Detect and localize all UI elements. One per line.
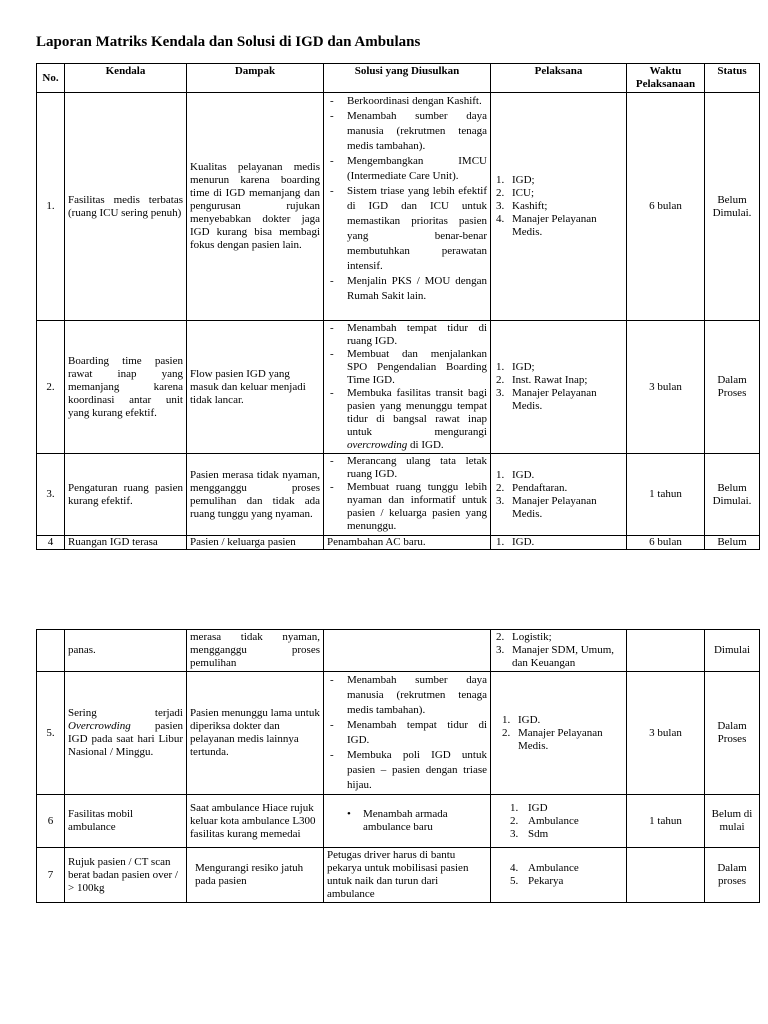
list-item: 1. IGD. bbox=[496, 468, 535, 481]
pelaksana-cell bbox=[491, 630, 627, 672]
kendala-cell: panas. bbox=[65, 630, 187, 672]
row-number: 2. bbox=[37, 321, 65, 454]
dampak-cell: Pasien menunggu lama untuk diperiksa dokter dan pelayanan medis lainnya tertunda. bbox=[187, 672, 324, 795]
list-item: - Membuka poli IGD untuk pasien – pasien dengan triase hijau. bbox=[327, 748, 487, 793]
waktu-cell: 1 tahun bbox=[627, 795, 705, 848]
pelaksana-cell bbox=[491, 454, 627, 536]
list-item: 3. Manajer Pelayanan Medis. bbox=[496, 387, 597, 412]
list-item: - Membuat dan menjalankan SPO Pengendalian Boarding Time IGD. bbox=[327, 348, 487, 387]
list-item: 2. Logistik; bbox=[496, 631, 552, 643]
list-item: - Menambah tempat tidur di ruang IGD. bbox=[327, 322, 487, 348]
dampak-cell: Pasien merasa tidak nyaman, mengganggu proses pemulihan dan tidak ada ruang tunggu yang nyaman. bbox=[187, 454, 324, 536]
table-row bbox=[37, 536, 760, 550]
pelaksana-cell bbox=[491, 672, 627, 795]
pelaksana-cell bbox=[491, 321, 627, 454]
list-item: - Mengembangkan IMCU (Intermediate Care Unit). bbox=[327, 154, 487, 184]
list-item: - Menjalin PKS / MOU dengan Rumah Sakit lain. bbox=[327, 274, 487, 304]
row-number: 5. bbox=[37, 672, 65, 795]
table-row bbox=[37, 321, 760, 454]
list-item: 1. IGD. bbox=[502, 713, 541, 726]
list-item: - Menambah sumber daya manusia (rekrutmen tenaga medis tambahan). bbox=[327, 109, 487, 154]
kendala-cell: Fasilitas medis terbatas (ruang ICU sering penuh) bbox=[65, 93, 187, 321]
waktu-cell: 6 bulan bbox=[627, 536, 705, 550]
table-row bbox=[37, 795, 760, 848]
header-solusi: Solusi yang Diusulkan bbox=[324, 64, 491, 93]
status-cell: Dalam proses bbox=[705, 848, 760, 903]
solusi-cell bbox=[324, 454, 491, 536]
waktu-cell bbox=[627, 630, 705, 672]
row-number: 4 bbox=[37, 536, 65, 550]
header-kendala: Kendala bbox=[65, 64, 187, 93]
kendala-cell: Boarding time pasien rawat inap yang memanjang karena koordinasi antar unit yang kurang efektif. bbox=[65, 321, 187, 454]
list-item: 1. IGD; bbox=[496, 361, 535, 373]
matrix-table-page-1 bbox=[36, 63, 760, 550]
table-row bbox=[37, 630, 760, 672]
kendala-cell: Fasilitas mobil ambulance bbox=[65, 795, 187, 848]
kendala-cell: Sering terjadi Overcrowding pasien IGD pada saat hari Libur Nasional / Minggu. bbox=[65, 672, 187, 795]
dampak-cell: Kualitas pelayanan medis menurun karena boarding time di IGD memanjang dan pengurusan rujukan menyebabkan dokter jaga IGD kurang bisa membagi fokus dengan pasien lain. bbox=[187, 93, 324, 321]
waktu-cell: 3 bulan bbox=[627, 321, 705, 454]
solusi-cell bbox=[324, 795, 491, 848]
waktu-cell: 3 bulan bbox=[627, 672, 705, 795]
solusi-cell bbox=[324, 321, 491, 454]
list-item: - Sistem triase yang lebih efektif di IGD dan ICU untuk memastikan prioritas pasien yang benar-benar membutuhkan perawatan intensif. bbox=[327, 184, 487, 274]
solusi-cell bbox=[324, 672, 491, 795]
row-number bbox=[37, 630, 65, 672]
status-cell: Dimulai bbox=[705, 630, 760, 672]
status-cell: Belum Dimulai. bbox=[705, 93, 760, 321]
list-item: - Membuka fasilitas transit bagi pasien yang menunggu tempat tidur di bangsal rawat inap untuk mengurangi overcrowding di IGD. bbox=[327, 387, 487, 452]
waktu-cell: 1 tahun bbox=[627, 454, 705, 536]
waktu-cell bbox=[627, 848, 705, 903]
list-item: - Menambah tempat tidur di IGD. bbox=[327, 718, 487, 748]
table-row bbox=[37, 93, 760, 321]
list-item: 3. Manajer Pelayanan Medis. bbox=[496, 494, 597, 520]
header-waktu: Waktu Pelaksanaan bbox=[627, 64, 705, 93]
header-dampak: Dampak bbox=[187, 64, 324, 93]
dampak-cell: Saat ambulance Hiace rujuk keluar kota ambulance L300 fasilitas kurang memedai bbox=[187, 795, 324, 848]
pelaksana-cell bbox=[491, 848, 627, 903]
kendala-cell: Rujuk pasien / CT scan berat badan pasien over / > 100kg bbox=[65, 848, 187, 903]
header-status: Status bbox=[705, 64, 760, 93]
solusi-cell bbox=[324, 630, 491, 672]
list-item: 2. Manajer Pelayanan Medis. bbox=[502, 726, 603, 752]
pelaksana-cell bbox=[491, 536, 627, 550]
status-cell: Dalam Proses bbox=[705, 672, 760, 795]
list-item: 1. IGD; bbox=[496, 174, 535, 186]
list-item: - Membuat ruang tunggu lebih nyaman dan informatif untuk pasien / keluarga pasien yang menunggu. bbox=[327, 481, 487, 533]
pelaksana-cell bbox=[491, 93, 627, 321]
matrix-table-page-2 bbox=[36, 629, 760, 903]
list-item: 2. Ambulance bbox=[510, 814, 579, 827]
status-cell: Belum di mulai bbox=[705, 795, 760, 848]
row-number: 3. bbox=[37, 454, 65, 536]
dampak-cell: Mengurangi resiko jatuh pada pasien bbox=[187, 848, 324, 903]
status-cell: Dalam Proses bbox=[705, 321, 760, 454]
list-item: 5. Pekarya bbox=[510, 875, 564, 887]
table-row bbox=[37, 454, 760, 536]
list-item: 1. IGD bbox=[510, 801, 548, 814]
dampak-cell: Pasien / keluarga pasien bbox=[187, 536, 324, 550]
dampak-cell: Flow pasien IGD yang masuk dan keluar menjadi tidak lancar. bbox=[187, 321, 324, 454]
list-item: 4. Manajer Pelayanan Medis. bbox=[496, 213, 597, 238]
list-item: 1. IGD. bbox=[496, 536, 535, 548]
list-item: 3. Sdm bbox=[510, 827, 549, 840]
pelaksana-cell bbox=[491, 795, 627, 848]
header-no: No. bbox=[37, 64, 65, 93]
solusi-cell: Penambahan AC baru. bbox=[324, 536, 491, 550]
solusi-cell: Petugas driver harus di bantu pekarya untuk mobilisasi pasien untuk naik dan turun dari ambulance bbox=[324, 848, 491, 903]
kendala-cell: Pengaturan ruang pasien kurang efektif. bbox=[65, 454, 187, 536]
waktu-cell: 6 bulan bbox=[627, 93, 705, 321]
list-item: 3. Kashift; bbox=[496, 200, 548, 212]
solusi-cell bbox=[324, 93, 491, 321]
list-item: 4. Ambulance bbox=[510, 862, 579, 874]
row-number: 6 bbox=[37, 795, 65, 848]
dampak-cell: merasa tidak nyaman, mengganggu proses pemulihan bbox=[187, 630, 324, 672]
table-header-row bbox=[37, 64, 760, 93]
status-cell: Belum Dimulai. bbox=[705, 454, 760, 536]
status-cell: Belum bbox=[705, 536, 760, 550]
row-number: 7 bbox=[37, 848, 65, 903]
list-item: 3. Manajer SDM, Umum, dan Keuangan bbox=[496, 644, 615, 669]
table-row bbox=[37, 848, 760, 903]
list-item: - Menambah sumber daya manusia (rekrutmen tenaga medis tambahan). bbox=[327, 673, 487, 718]
kendala-cell: Ruangan IGD terasa bbox=[65, 536, 187, 550]
page-title: Laporan Matriks Kendala dan Solusi di IGD dan Ambulans bbox=[36, 34, 421, 50]
list-item: 2. Inst. Rawat Inap; bbox=[496, 374, 588, 386]
list-item: 2. ICU; bbox=[496, 187, 534, 199]
list-item: - Berkoordinasi dengan Kashift. bbox=[327, 94, 487, 109]
list-item: - Merancang ulang tata letak ruang IGD. bbox=[327, 455, 487, 481]
table-row bbox=[37, 672, 760, 795]
header-pelaksana: Pelaksana bbox=[491, 64, 627, 93]
list-item: • Menambah armada ambulance baru bbox=[327, 808, 487, 834]
row-number: 1. bbox=[37, 93, 65, 321]
list-item: 2. Pendaftaran. bbox=[496, 481, 568, 494]
